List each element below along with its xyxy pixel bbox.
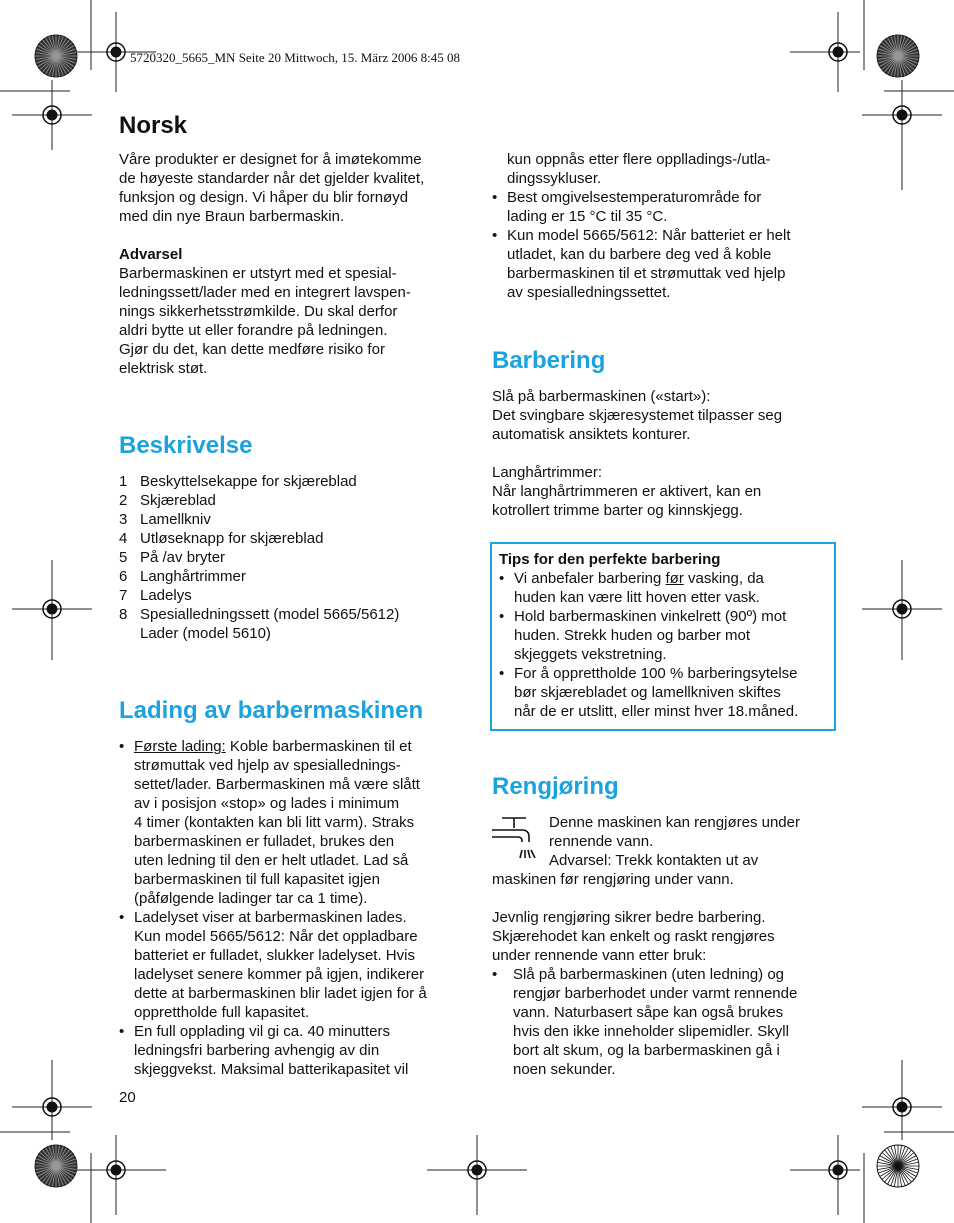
- list-text: batteriet er fulladet, slukker ladelyset. Hvis: [134, 947, 415, 964]
- tips-title: Tips for den perfekte barbering: [499, 551, 721, 568]
- item-text: Ladelys: [140, 587, 192, 604]
- warning-line: ledningssett/lader med en integrert lavspen-: [119, 284, 411, 301]
- item-number: 7: [119, 587, 128, 604]
- description-list: [119, 472, 399, 643]
- list-text: bør skjærebladet og lamellkniven skiftes: [514, 684, 781, 701]
- item-text: På /av bryter: [140, 549, 226, 566]
- list-item: [499, 664, 798, 683]
- list-text: Ladelyset viser at barbermaskinen lades.: [134, 909, 407, 926]
- intro-line: de høyeste standarder når det gjelder kvalitet,: [119, 170, 425, 187]
- item-text: Lamellkniv: [140, 511, 211, 528]
- list-text: Kun model 5665/5612: Når det oppladbare: [134, 928, 418, 945]
- warning-line: aldri bytte ut eller forandre på ledningen.: [119, 322, 388, 339]
- item-number: 5: [119, 549, 128, 566]
- intro-line: funksjon og design. Vi håper du blir fornøyd: [119, 189, 409, 206]
- list-text: dette at barbermaskinen blir ladet igjen for å: [134, 985, 427, 1002]
- list-text: barbermaskinen til full kapasitet igjen: [134, 871, 380, 888]
- list-item: [119, 624, 399, 643]
- warning-line: nings sikkerhetsstrømkilde. Du skal derfor: [119, 303, 398, 320]
- bullet: •: [499, 570, 505, 587]
- warning-title: Advarsel: [119, 246, 183, 263]
- item-number: 1: [119, 473, 128, 490]
- list-text: når de er utslitt, eller minst hver 18.måned.: [514, 703, 799, 720]
- bullet: •: [119, 1023, 125, 1040]
- item-text: Lader (model 5610): [140, 625, 271, 642]
- tips-box: [490, 542, 836, 731]
- item-number: 3: [119, 511, 128, 528]
- bullet: •: [492, 227, 498, 244]
- list-text: lading er 15 °C til 35 °C.: [507, 208, 668, 225]
- cleaning-line: Skjærehodet kan enkelt og raskt rengjøres: [492, 928, 775, 945]
- cleaning-line: Denne maskinen kan rengjøres under: [549, 814, 800, 831]
- list-text: av spesialledningssettet.: [507, 284, 671, 301]
- list-text: 4 timer (kontakten kan bli litt varm). Straks: [134, 814, 415, 831]
- list-text: huden kan være litt hoven etter vask.: [514, 589, 760, 606]
- list-text: huden. Strekk huden og barber mot: [514, 627, 750, 644]
- list-text: ledningsfri barbering avhengig av din: [134, 1042, 380, 1059]
- list-item: [119, 908, 427, 927]
- bullet: •: [499, 665, 505, 682]
- intro-line: med din nye Braun barbermaskin.: [119, 208, 345, 225]
- cleaning-side-text: [549, 813, 800, 870]
- item-text: Langhårtrimmer: [140, 568, 246, 585]
- warning-line: Barbermaskinen er utstyrt med et spesial-: [119, 265, 397, 282]
- cleaning-heading: Rengjøring: [492, 773, 619, 800]
- list-text: rengjør barberhodet under varmt rennende: [513, 985, 798, 1002]
- shaving-line: Når langhårtrimmeren er aktivert, kan en: [492, 483, 762, 500]
- bullet: •: [499, 608, 505, 625]
- list-text: dingssykluser.: [507, 170, 602, 187]
- item-text: Skjæreblad: [140, 492, 216, 509]
- list-text: (påfølgende ladinger tar ca 1 time).: [134, 890, 368, 907]
- list-text: Kun model 5665/5612: Når batteriet er helt: [507, 227, 791, 244]
- page-title: Norsk: [119, 112, 188, 139]
- list-text: vasking, da: [683, 570, 764, 587]
- list-text: hvis den ikke inneholder slipemidler. Skyll: [513, 1023, 789, 1040]
- charging-heading: Lading av barbermaskinen: [119, 697, 424, 724]
- list-text: vann. Naturbasert såpe kan også brukes: [513, 1004, 784, 1021]
- list-text: En full opplading vil gi ca. 40 minutters: [134, 1023, 390, 1040]
- item-text: Beskyttelsekappe for skjæreblad: [140, 473, 357, 490]
- shaving-line: Slå på barbermaskinen («start»):: [492, 388, 711, 405]
- list-item: [492, 965, 797, 984]
- bullet: •: [119, 738, 125, 755]
- cleaning-line: Jevnlig rengjøring sikrer bedre barbering.: [492, 909, 766, 926]
- star-target: [877, 1145, 919, 1187]
- shaving-section: [492, 387, 782, 520]
- item-text: Utløseknapp for skjæreblad: [140, 530, 324, 547]
- description-heading: Beskrivelse: [119, 432, 253, 459]
- first-charge-label: Første lading:: [134, 738, 226, 755]
- shaving-line: Det svingbare skjæresystemet tilpasser seg: [492, 407, 783, 424]
- list-text: kun oppnås etter flere opplladings-/utla-: [507, 151, 771, 168]
- list-item: [492, 226, 791, 245]
- page-number: 20: [119, 1089, 136, 1106]
- list-text: Slå på barbermaskinen (uten ledning) og: [513, 966, 785, 983]
- list-text: Best omgivelsestemperaturområde for: [507, 189, 762, 206]
- item-number: 6: [119, 568, 128, 585]
- bullet: •: [492, 189, 498, 206]
- list-item: [119, 510, 399, 529]
- print-header: 5720320_5665_MN Seite 20 Mittwoch, 15. März 2006 8:45 08: [130, 50, 461, 65]
- list-item: [119, 472, 399, 491]
- list-text: bort alt skum, og la barbermaskinen gå i: [513, 1042, 780, 1059]
- list-text: Koble barbermaskinen til et: [225, 738, 412, 755]
- cleaning-line: Advarsel: Trekk kontakten ut av: [549, 852, 759, 869]
- bullet: •: [492, 966, 498, 983]
- intro-line: Våre produkter er designet for å imøtekomme: [119, 151, 422, 168]
- warning-line: Gjør du det, kan dette medføre risiko for: [119, 341, 385, 358]
- list-text: opprettholde full kapasitet.: [134, 1004, 310, 1021]
- item-number: 4: [119, 530, 128, 547]
- list-text: barbermaskinen er fulladet, brukes den: [134, 833, 395, 850]
- item-number: 8: [119, 606, 128, 623]
- list-item: [119, 491, 399, 510]
- continued-list: [492, 150, 791, 302]
- cleaning-line: rennende vann.: [549, 833, 654, 850]
- underlined-word: før: [665, 570, 684, 587]
- list-item: [492, 188, 791, 207]
- shaving-line: Langhårtrimmer:: [492, 464, 603, 481]
- shaving-heading: Barbering: [492, 347, 606, 374]
- star-target: [877, 35, 919, 77]
- list-text: strømuttak ved hjelp av spesiallednings-: [134, 757, 401, 774]
- star-target: [35, 35, 77, 77]
- list-item: [119, 1022, 427, 1041]
- list-text: settet/lader. Barbermaskinen må være slått: [134, 776, 420, 793]
- list-text: Hold barbermaskinen vinkelrett (90º) mot: [514, 608, 787, 625]
- list-text: ladelyset senere kommer på igjen, indikerer: [134, 966, 425, 983]
- list-text: utladet, kan du barbere deg ved å koble: [507, 246, 772, 263]
- item-text: Spesialledningssett (model 5665/5612): [140, 606, 400, 623]
- list-text: barbermaskinen til et strømuttak ved hjelp: [507, 265, 786, 282]
- bullet: •: [119, 909, 125, 926]
- cleaning-section: [492, 870, 797, 1079]
- warning-line: elektrisk støt.: [119, 360, 208, 377]
- list-text: skjeggets vekstretning.: [514, 646, 667, 663]
- cleaning-line: under rennende vann etter bruk:: [492, 947, 707, 964]
- list-item: [119, 529, 399, 548]
- list-text: Vi anbefaler barbering: [514, 570, 666, 587]
- list-text: skjeggvekst. Maksimal batterikapasitet vil: [134, 1061, 409, 1078]
- cleaning-line: maskinen før rengjøring under vann.: [492, 871, 734, 888]
- charging-list: [119, 737, 427, 1079]
- list-item: [119, 737, 427, 756]
- warning-section: [119, 245, 411, 378]
- water-tap-icon: [492, 814, 542, 862]
- star-target: [35, 1145, 77, 1187]
- intro-paragraph: [119, 150, 424, 226]
- list-text: uten ledning til den er helt utladet. Lad så: [134, 852, 409, 869]
- list-item: [119, 567, 399, 586]
- list-text: av i posisjon «stop» og lades i minimum: [134, 795, 400, 812]
- shaving-line: automatisk ansiktets konturer.: [492, 426, 691, 443]
- list-item: [499, 569, 798, 588]
- list-item: [119, 548, 399, 567]
- list-text: noen sekunder.: [513, 1061, 616, 1078]
- list-item: [119, 586, 399, 605]
- item-number: 2: [119, 492, 128, 509]
- shaving-line: kotrollert trimme barter og kinnskjegg.: [492, 502, 743, 519]
- list-item: [499, 607, 798, 626]
- list-item: [119, 605, 399, 624]
- list-text: For å opprettholde 100 % barberingsytelse: [514, 665, 798, 682]
